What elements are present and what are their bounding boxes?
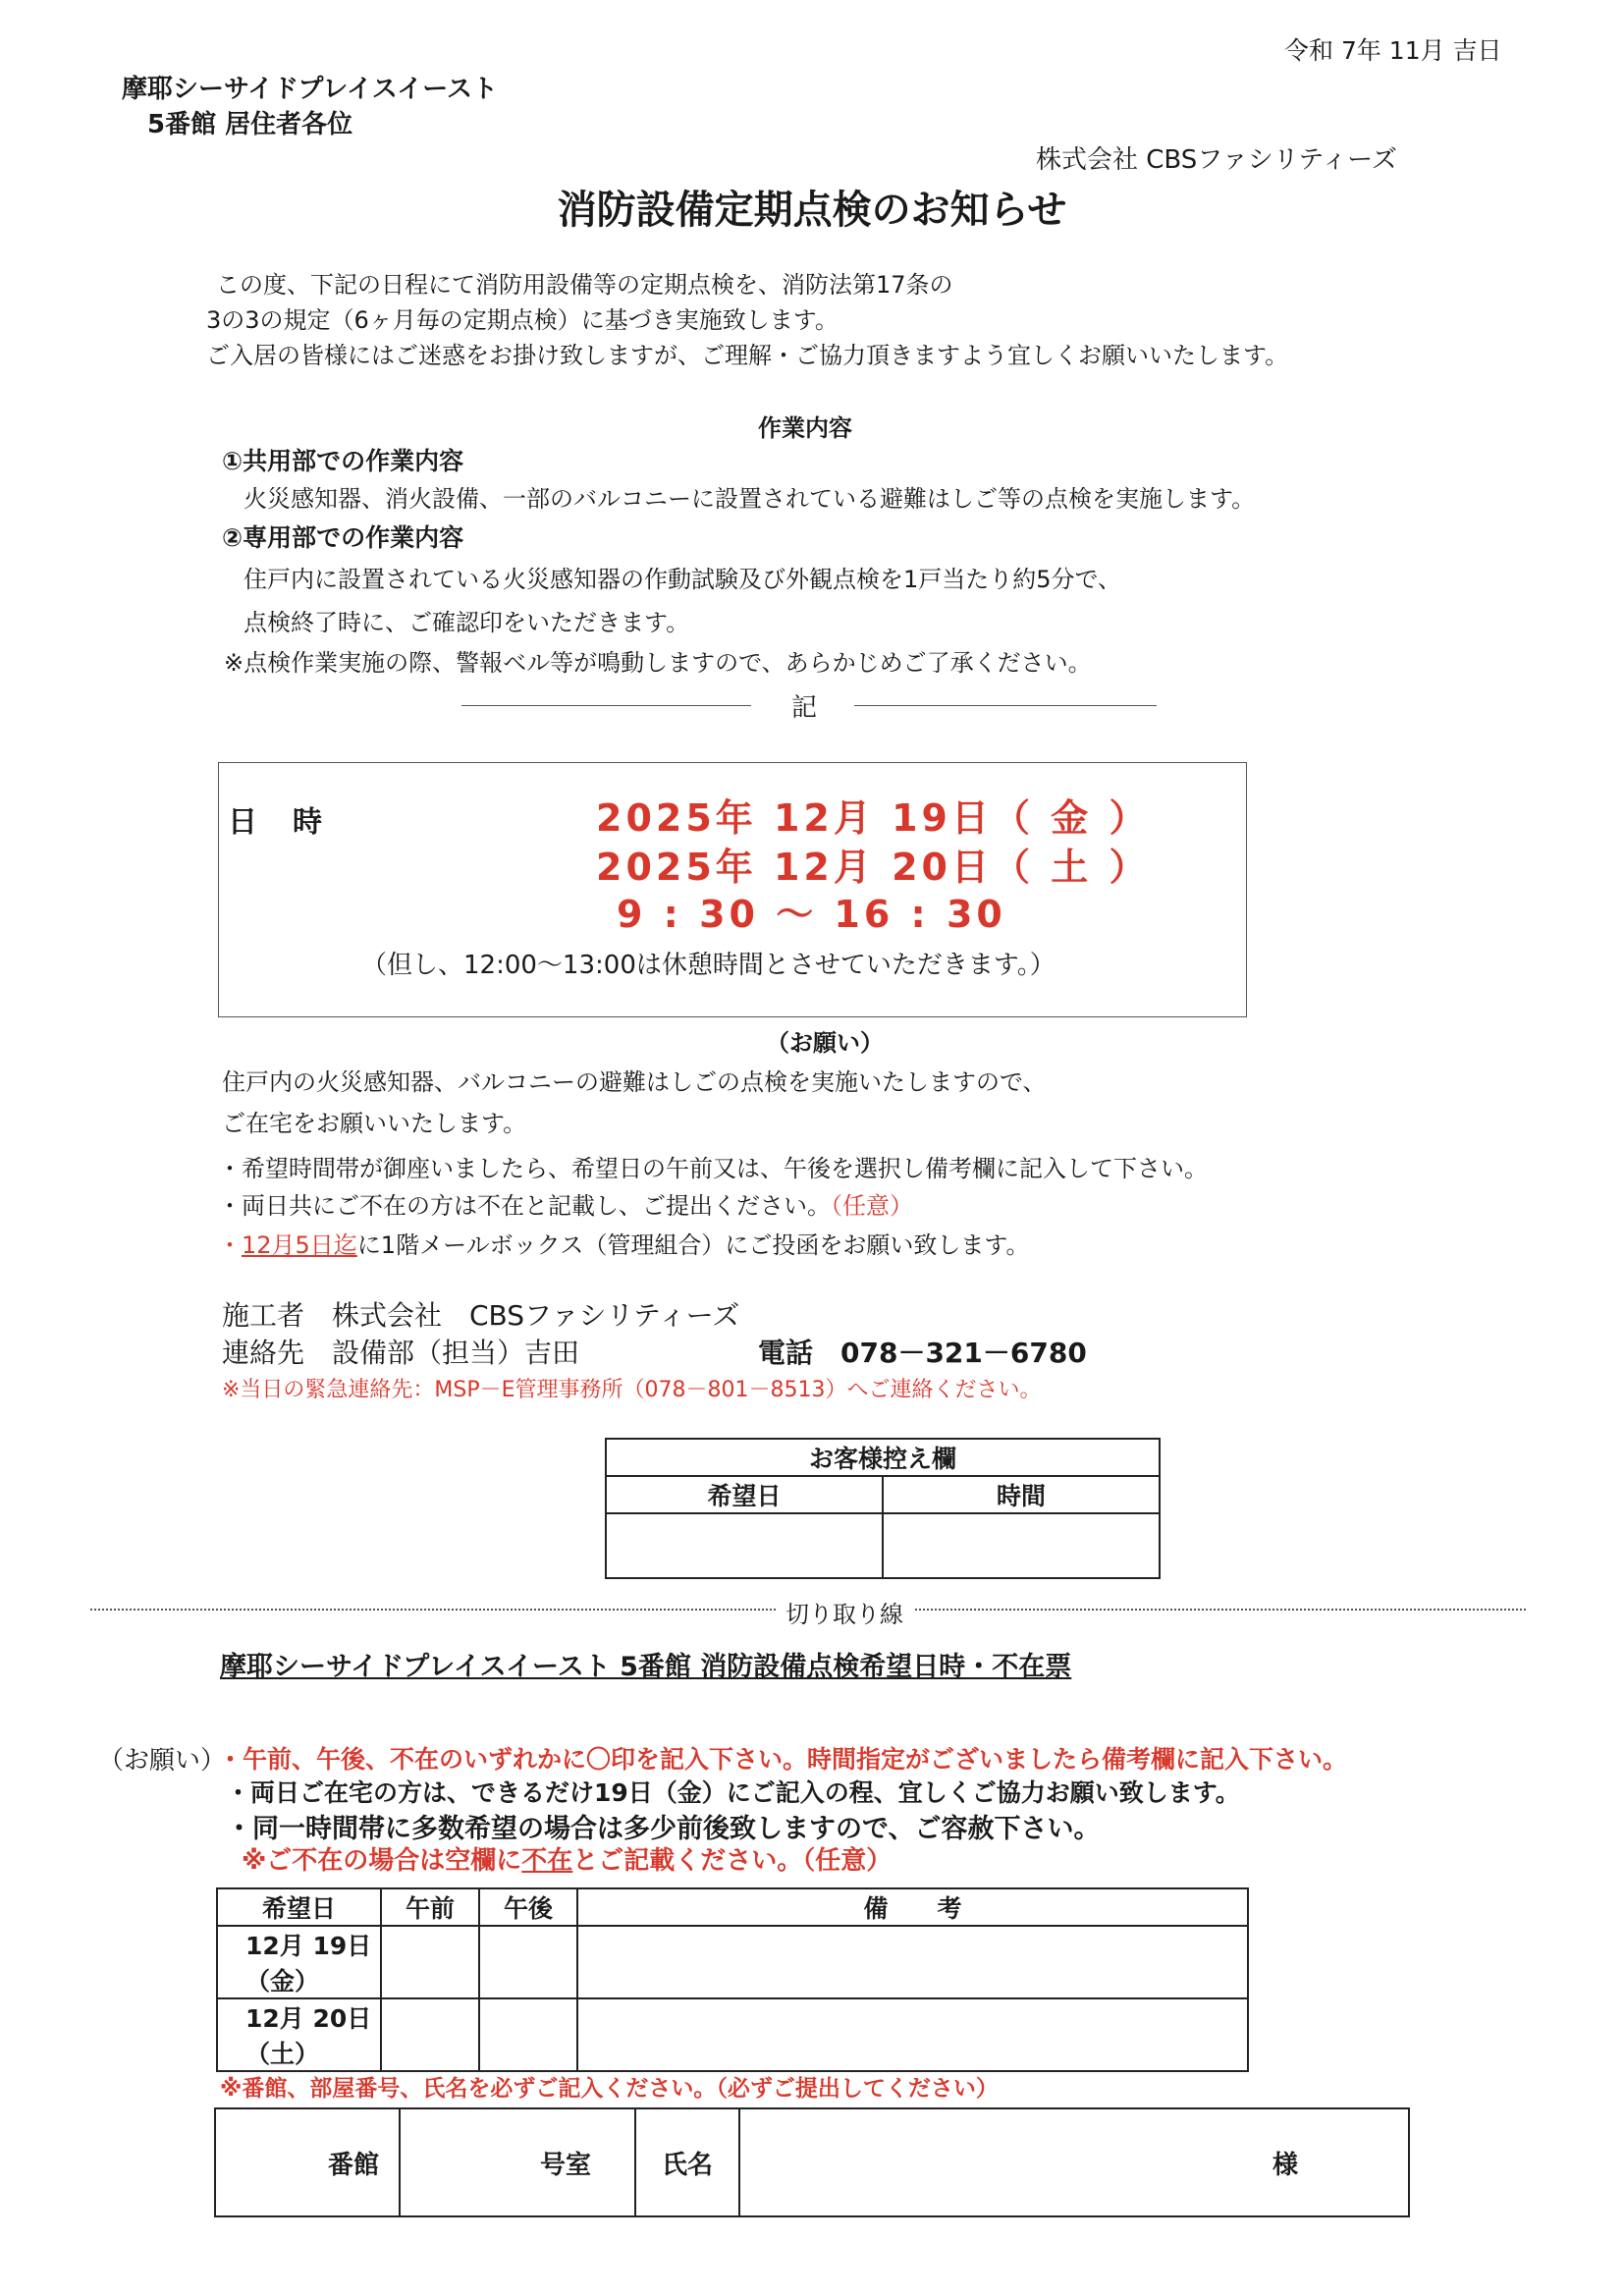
intro-paragraph (206, 267, 1289, 373)
work-content-heading: 作業内容 (758, 414, 852, 442)
request-line: ご在宅をお願いいたします。 (222, 1110, 527, 1137)
private-area-text: 点検終了時に、ご確認印をいただきます。 (244, 609, 690, 636)
column-header-remarks: 備 考 (577, 1888, 1248, 1926)
schedule-label: 日時 (228, 805, 357, 840)
contractor: 施工者 株式会社 CBSファシリティーズ (222, 1299, 740, 1332)
form-instruction: ・同一時間帯に多数希望の場合は多少前後致しますので、ご容赦下さい。 (226, 1814, 1101, 1844)
pm-cell[interactable] (479, 1998, 577, 2071)
date-field[interactable] (606, 1513, 883, 1578)
request-text: ・両日共にご不在の方は不在と記載し、ご提出ください。 (218, 1192, 831, 1220)
form-note: ※番館、部屋番号、氏名を必ずご記入ください。（必ずご提出してください） (220, 2076, 999, 2102)
private-area-heading: ②専用部での作業内容 (222, 523, 464, 552)
pm-cell[interactable] (479, 1926, 577, 1998)
remarks-cell[interactable] (577, 1926, 1248, 1998)
column-header-time: 時間 (883, 1476, 1160, 1513)
honorific: 様 (1272, 2150, 1298, 2180)
schedule-day-2: 2025年 12月 20日（ 土 ） (596, 846, 1151, 889)
request-line (218, 1186, 913, 1221)
issue-date: 令和 7年 11月 吉日 (1284, 36, 1502, 65)
private-area-text: 住戸内に設置されている火災感知器の作動試験及び外観点検を1戸当たり約5分で、 (244, 566, 1122, 593)
schedule-day-1: 2025年 12月 19日（ 金 ） (596, 796, 1151, 840)
page-title: 消防設備定期点検のお知らせ (557, 188, 1067, 233)
absent-word: 不在 (521, 1846, 573, 1876)
contact-person: 連絡先 設備部（担当）吉田 (222, 1337, 580, 1369)
optional-mark: （任意） (831, 1192, 913, 1220)
column-header-am: 午前 (381, 1888, 479, 1926)
resident-info-table (214, 2107, 1410, 2217)
column-header-date: 希望日 (606, 1476, 883, 1513)
ki-marker: 記 (791, 693, 818, 723)
room-label: 号室 (539, 2150, 591, 2180)
am-cell[interactable] (381, 1998, 479, 2071)
column-header-date: 希望日 (217, 1888, 381, 1926)
table-row (217, 1998, 1248, 2071)
emergency-contact: ※当日の緊急連絡先：MSP－E管理事務所（078－801－8513）へご連絡ください。 (222, 1378, 1042, 1402)
schedule-time: 9 : 30 〜 16 : 30 (617, 893, 1006, 936)
request-heading: （お願い） (766, 1029, 884, 1057)
divider (461, 705, 751, 706)
name-field[interactable] (739, 2108, 1409, 2216)
break-note: （但し、12:00〜13:00は休憩時間とさせていただきます。） (361, 951, 1056, 980)
time-field[interactable] (883, 1513, 1160, 1578)
request-line: 住戸内の火災感知器、バルコニーの避難はしごの点検を実施いたしますので、 (222, 1068, 1047, 1096)
customer-copy-caption: お客様控え欄 (606, 1439, 1160, 1476)
common-area-heading: ①共用部での作業内容 (222, 447, 464, 475)
request-line (218, 1226, 1029, 1260)
building-label: 番館 (327, 2150, 379, 2180)
instruction-text: ※ご不在の場合は空欄に (242, 1846, 522, 1876)
divider (854, 705, 1157, 706)
am-cell[interactable] (381, 1926, 479, 1998)
form-title: 摩耶シーサイドプレイスイースト 5番館 消防設備点検希望日時・不在票 (220, 1652, 1072, 1682)
preference-table (216, 1887, 1249, 2072)
recipient-building: 摩耶シーサイドプレイスイースト (122, 75, 498, 104)
name-label-cell: 氏名 (635, 2108, 739, 2216)
intro-line: ご入居の皆様にはご迷惑をお掛け致しますが、ご理解・ご協力頂きますよう宜しくお願いいたします。 (206, 342, 1289, 369)
row-date: 12月 20日（土） (217, 1998, 381, 2071)
table-row (217, 1926, 1248, 1998)
recipient-residents: 5番館 居住者各位 (147, 110, 353, 139)
alarm-notice: ※点検作業実施の際、警報ベル等が鳴動しますので、あらかじめご了承ください。 (224, 649, 1092, 677)
request-line: ・希望時間帯が御座いましたら、希望日の午前又は、午後を選択し備考欄に記入して下さい。 (218, 1155, 1208, 1182)
bullet: ・ (218, 1231, 242, 1259)
sender-company: 株式会社 CBSファシリティーズ (1036, 145, 1397, 175)
row-date: 12月 19日（金） (217, 1926, 381, 1998)
room-number-field[interactable] (400, 2108, 635, 2216)
intro-line: この度、下記の日程にて消防用設備等の定期点検を、消防法第17条の (216, 271, 953, 299)
deadline: 12月5日迄 (242, 1231, 357, 1259)
common-area-text: 火災感知器、消火設備、一部のバルコニーに設置されている避難はしご等の点検を実施します。 (244, 485, 1256, 513)
intro-line: 3の3の規定（6ヶ月毎の定期点検）に基づき実施致します。 (206, 306, 839, 334)
instruction-text: とご記載ください。（任意） (572, 1846, 893, 1876)
customer-copy-table (605, 1438, 1161, 1579)
form-request-label: （お願い） (98, 1746, 227, 1776)
form-instruction (242, 1840, 892, 1877)
column-header-pm: 午後 (479, 1888, 577, 1926)
cut-line-label: 切り取り線 (776, 1595, 913, 1629)
building-number-field[interactable] (215, 2108, 400, 2216)
remarks-cell[interactable] (577, 1998, 1248, 2071)
form-instruction: ・午前、午後、不在のいずれかに〇印を記入下さい。時間指定がございましたら備考欄に記入下さい。 (218, 1745, 1348, 1774)
contact-phone: 電話 078－321－6780 (758, 1337, 1087, 1369)
request-text: に1階メールボックス（管理組合）にご投函をお願い致します。 (356, 1231, 1030, 1259)
form-instruction: ・両日ご在宅の方は、できるだけ19日（金）にご記入の程、宜しくご協力お願い致します。 (226, 1778, 1240, 1807)
